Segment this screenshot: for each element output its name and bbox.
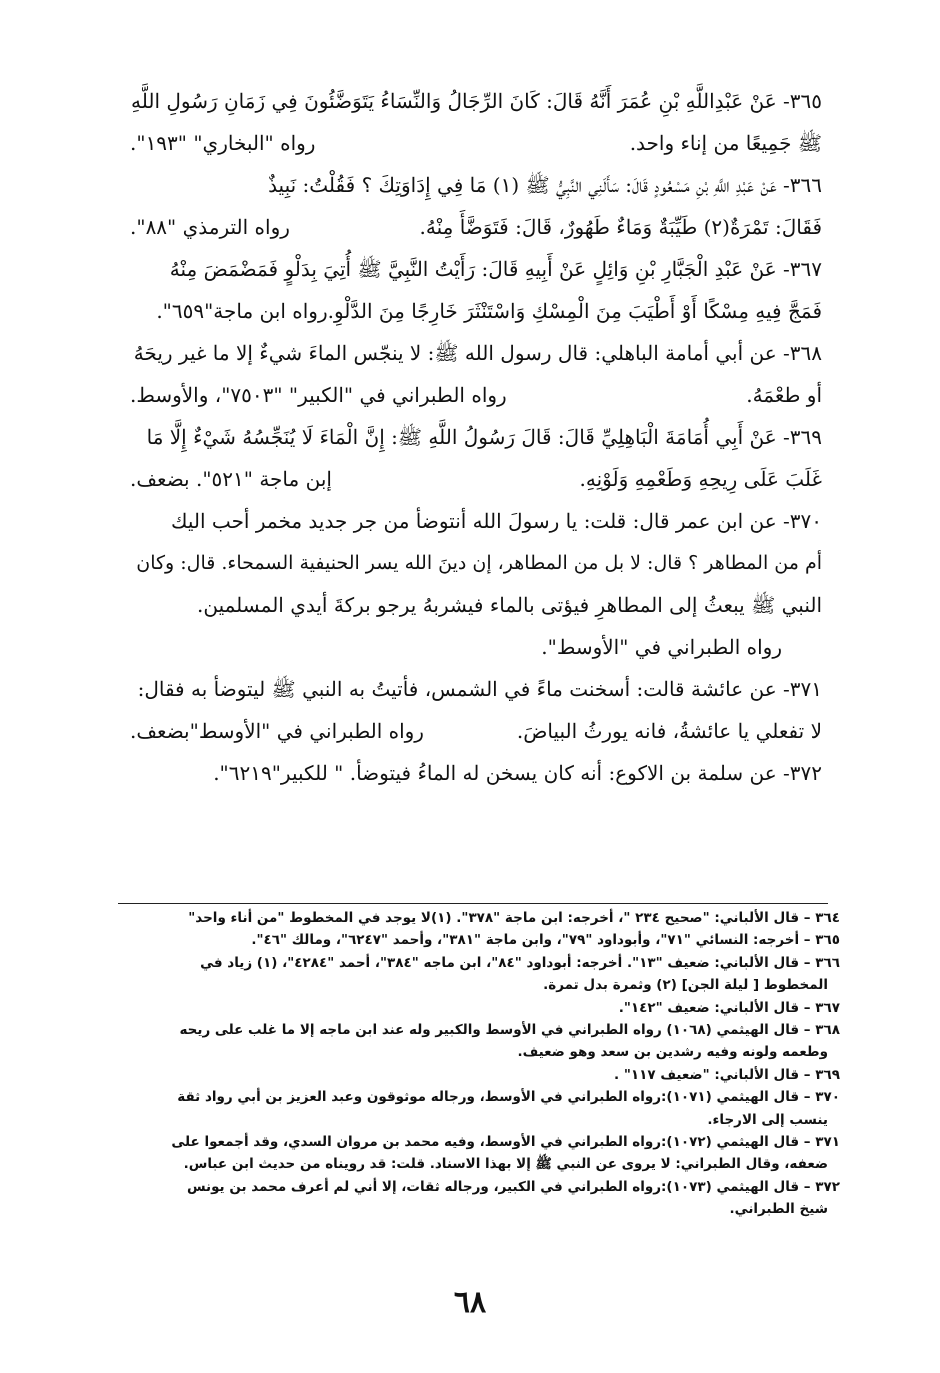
footnote-367: ٣٦٧ – قال الألباني: ضعيف "١٤٢". [618,999,840,1016]
hadith-369-line-2 [120,458,822,500]
hadith-370-source: رواه الطبراني في "الأوسط". [541,635,782,659]
hadith-368-text: أو طعْمَهُ. [746,383,822,407]
footnote-366-continued: المخطوط [ ليلة الجن] (٢) وثمرة بدل تمرة. [543,977,828,994]
hadith-366-line-1: ٣٦٦- عَنْ عَبْدِ اللَّهِ بْنِ مَسْعُودٍ قَالَ: سَأَلَنِي النَّبِيُّ ﷺ (١) مَا فِي إِدَاوَتِكَ ؟ فَقُلْتُ: نَبِيذٌ [268,173,822,197]
footnote-372-continued: شيخ الطبراني. [729,1201,828,1218]
footnotes-block [112,907,840,1220]
footnote-divider [118,903,828,904]
footnote-368-continued: وطعمه ولونه وفيه رشدين بن سعد وهو ضعيف. [517,1044,828,1061]
hadith-365-text: ﷺ جَمِيعًا من إناء واحد. [629,131,822,155]
hadith-367-line-2: فَمَجَّ فِيهِ مِسْكًا أَوْ أَطْيَبَ مِنَ الْمِسْكِ وَاسْتَنْثَرَ خَارِجًا مِنَ الدَّلْوِ.رواه ابن ماجة"٦٥٩". [156,299,822,323]
hadith-369-source: إبن ماجة "٥٢١". بضعف. [130,467,332,491]
hadith-text-block [120,80,822,794]
footnote-372: ٣٧٢ – قال الهيثمي (١٠٧٣):رواه الطبراني في الكبير، ورجاله ثقات، إلا أني لم أعرف محمد بن يونس [186,1178,840,1195]
footnote-365: ٣٦٥ – أخرجه: النسائي "٧١"، وأبوداود "٧٩"، وابن ماجة "٣٨١"، وأحمد "٦٢٤٧"، ومالك "٤٦". [251,932,840,949]
hadith-365-source: رواه "البخاري" "١٩٣". [130,131,316,155]
hadith-370-line-3: النبي ﷺ يبعثُ إلى المطاهرِ فيؤتى بالماء فيشربهُ يرجو بركةَ أيدي المسلمين. [197,593,822,617]
footnote-368: ٣٦٨ – قال الهيثمي (١٠٦٨) رواه الطبراني في الأوسط والكبير وله عند ابن ماجه إلا ما غلب على ريحه [179,1021,840,1038]
hadith-366-text: فَقَالَ: تَمْرَةٌ(٢) طَيِّبَةٌ وَمَاءٌ طَهُورٌ، قَالَ: فَتَوَضَّأَ مِنْهُ. [419,215,822,239]
hadith-365-line-2 [120,122,822,164]
hadith-366-source: رواه الترمذي "٨٨". [130,215,290,239]
hadith-371-line-1: ٣٧١- عن عائشة قالت: أسخنت ماءً في الشمس، فأتيتُ به النبي ﷺ ليتوضأ به فقال: [137,677,822,701]
hadith-371-text: لا تفعلي يا عائشةُ، فانه يورثُ البياضَ. [516,719,822,743]
hadith-366-line-2 [120,206,822,248]
footnote-370: ٣٧٠ – قال الهيثمي (١٠٧١):رواه الطبراني في الأوسط، ورجاله موثوقون وعبد العزيز بن أبي رواد ثقة [177,1089,840,1106]
footnote-364: ٣٦٤ – قال الألباني: "صحيح ٢٣٤ "، أخرجه: ابن ماجة "٣٧٨". (١)لا يوجد في المخطوط "من أناء واحد" [188,910,840,926]
hadith-367-line-1: ٣٦٧- عَنْ عَبْدِ الْجَبَّارِ بْنِ وَائِلٍ عَنْ أَبِيهِ قَالَ: رَأَيْتُ النَّبِيَّ ﷺ أُتِيَ بِدَلْوٍ فَمَضْمَضَ مِنْهُ [169,257,822,281]
footnote-366: ٣٦٦ – قال الألباني: ضعيف "١٣". أخرجه: أبوداود "٨٤"، ابن ماجه "٣٨٤"، أحمد "٤٢٨٤"، (١) زياد في [200,954,840,971]
hadith-365-line-1: ٣٦٥- عَنْ عَبْدِاللَّهِ بْنِ عُمَرَ أَنَّهُ قَالَ: كَانَ الرِّجَالُ وَالنِّسَاءُ يَتَوَضَّئُونَ فِي زَمَانِ رَسُولِ اللَّهِ [131,89,822,113]
footnote-371: ٣٧١ – قال الهيثمي (١٠٧٢):رواه الطبراني في الأوسط، وفيه محمد بن مروان السدي، وقد أجمعوا على [171,1133,840,1150]
hadith-370-line-2: أم من المطاهر ؟ قال: لا بل من المطاهر، إن دينَ الله يسر الحنيفية السمحاء. قال: وكان [136,552,822,574]
hadith-368-line-1: ٣٦٨- عن أبي أمامة الباهلي: قال رسول الله ﷺ: لا ينجّس الماءَ شيءٌ إلا ما غير ريحَهُ [133,341,822,365]
hadith-369-text: غَلَبَ عَلَى رِيحِهِ وَطَعْمِهِ وَلَوْنِهِ. [579,467,822,491]
hadith-371-line-2 [120,710,822,752]
hadith-370-line-1: ٣٧٠- عن ابن عمر قال: قلت: يا رسولَ الله أنتوضأ من جر جديد مخمر أحب اليك [171,509,822,533]
hadith-372-line-1: ٣٧٢- عن سلمة بن الاكوع: أنه كان يسخن له الماءُ فيتوضأ. " للكبير"٦٢١٩". [213,761,822,785]
hadith-368-source: رواه الطبراني في "الكبير" "٧٥٠٣"، والأوسط. [130,383,507,407]
hadith-371-source: رواه الطبراني في "الأوسط"بضعف. [130,719,424,743]
hadith-368-line-2 [120,374,822,416]
footnote-371-continued: ضعفه، وقال الطبراني: لا يروى عن النبي ﷺ إلا بهذا الاسناد. قلت: قد رويناه من حديث ابن عباس. [183,1156,828,1173]
footnote-369: ٣٦٩ – قال الألباني: "ضعيف ١١٧" . [614,1066,840,1083]
footnote-370-continued: ينسب إلى الارجاء. [707,1111,828,1128]
hadith-369-line-1: ٣٦٩- عَنْ أَبِي أُمَامَةَ الْبَاهِلِيِّ قَالَ: قَالَ رَسُولُ اللَّهِ ﷺ: إِنَّ الْمَاءَ لَا يُنَجِّسُهُ شَيْءٌ إِلَّا مَا [146,425,822,449]
page-number: ٦٨ [453,1285,487,1320]
